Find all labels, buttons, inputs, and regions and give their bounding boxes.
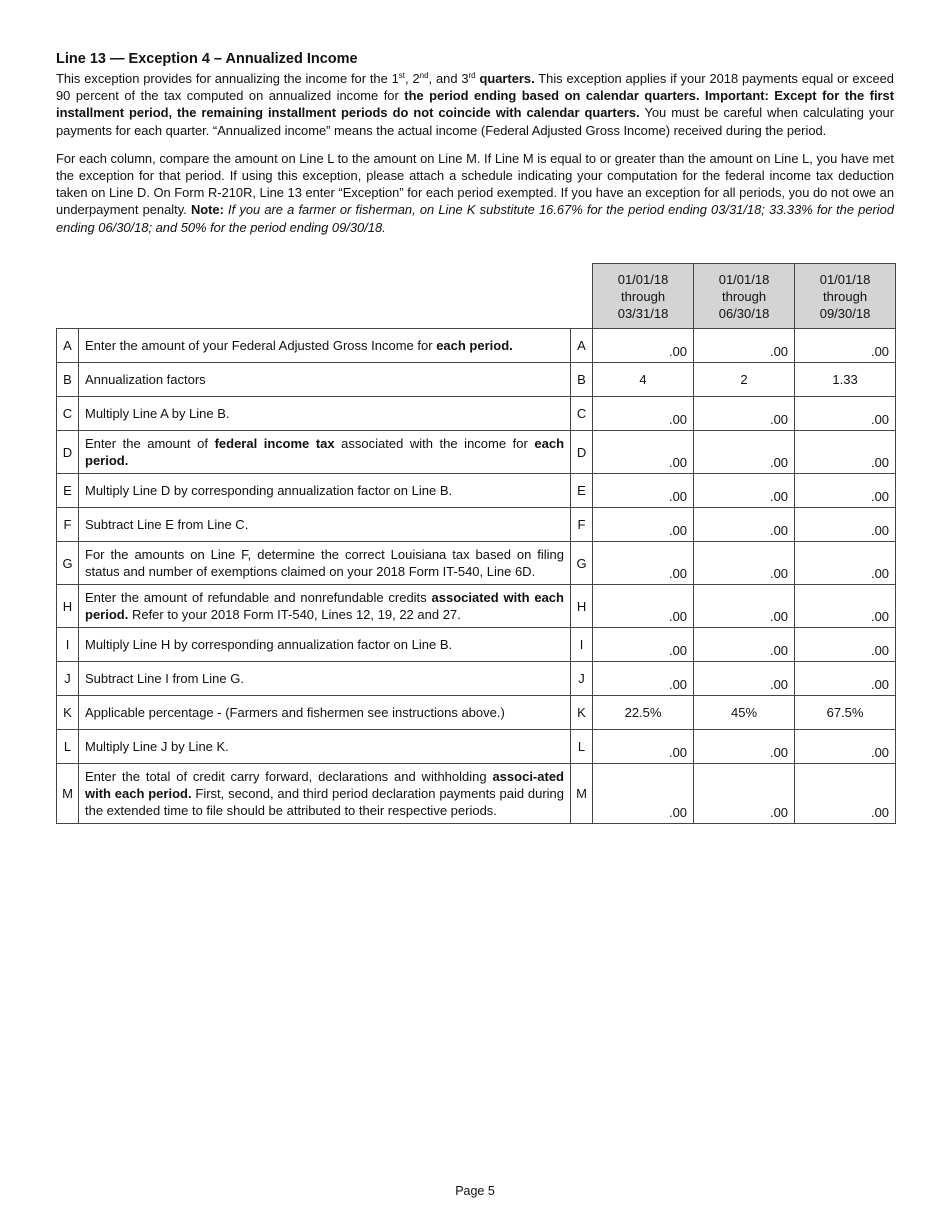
row-letter: D — [57, 431, 79, 474]
amount-cell-period-1: .00 — [593, 764, 694, 824]
row-description: Multiply Line D by corresponding annualization factor on Line B. — [79, 474, 571, 508]
period-header-2: 01/01/18 through 06/30/18 — [694, 264, 795, 329]
row-description: Subtract Line E from Line C. — [79, 508, 571, 542]
worksheet-row-m — [57, 764, 896, 824]
row-letter-right: H — [571, 585, 593, 628]
row-letter: F — [57, 508, 79, 542]
amount-cell-period-3: .00 — [795, 474, 896, 508]
amount-cell-period-1: .00 — [593, 431, 694, 474]
row-letter-right: G — [571, 542, 593, 585]
row-description: Subtract Line I from Line G. — [79, 662, 571, 696]
amount-cell-period-3: .00 — [795, 329, 896, 363]
row-letter: E — [57, 474, 79, 508]
row-letter: M — [57, 764, 79, 824]
row-description: For the amounts on Line F, determine the correct Louisiana tax based on filing status and number of exemptions claimed on your 2018 Form IT-540, Line 6D. — [79, 542, 571, 585]
worksheet-row-d — [57, 431, 896, 474]
instructions-section — [56, 50, 894, 236]
annualized-income-worksheet — [56, 263, 896, 824]
worksheet-row-j — [57, 662, 896, 696]
amount-cell-period-2: .00 — [694, 431, 795, 474]
amount-cell-period-3: 1.33 — [795, 363, 896, 397]
amount-cell-period-1: .00 — [593, 397, 694, 431]
amount-cell-period-3: .00 — [795, 662, 896, 696]
amount-cell-period-1: 22.5% — [593, 696, 694, 730]
amount-cell-period-2: .00 — [694, 662, 795, 696]
row-letter: A — [57, 329, 79, 363]
row-letter: B — [57, 363, 79, 397]
row-description: Multiply Line H by corresponding annualization factor on Line B. — [79, 628, 571, 662]
page-number: Page 5 — [455, 1184, 495, 1198]
paragraph-instructions: For each column, compare the amount on Line L to the amount on Line M. If Line M is equal to or greater than the amount on Line L, you have met the exception for that period. If using this exception, please attach a schedule indicating your computation for the federal income tax deduction taken on Line D. On Form R-210R, Line 13 enter “Exception” for each period exempted. If you have an exception for all periods, you do not owe an underpayment penalty. Note: If you are a farmer or fisherman, on Line K substitute 16.67% for the period ending 03/31/18; 33.33% for the period ending 06/30/18; and 50% for the period ending 09/30/18. — [56, 150, 894, 235]
amount-cell-period-3: .00 — [795, 585, 896, 628]
amount-cell-period-1: .00 — [593, 542, 694, 585]
amount-cell-period-1: .00 — [593, 662, 694, 696]
amount-cell-period-1: .00 — [593, 329, 694, 363]
period-header-1: 01/01/18 through 03/31/18 — [593, 264, 694, 329]
amount-cell-period-3: .00 — [795, 730, 896, 764]
row-letter-right: F — [571, 508, 593, 542]
amount-cell-period-3: .00 — [795, 397, 896, 431]
row-description: Enter the amount of refundable and nonrefundable credits associated with each period. Refer to your 2018 Form IT-540, Lines 12, 19, 22 and 27. — [79, 585, 571, 628]
row-description: Multiply Line J by Line K. — [79, 730, 571, 764]
amount-cell-period-2: .00 — [694, 764, 795, 824]
amount-cell-period-1: .00 — [593, 508, 694, 542]
worksheet-row-l — [57, 730, 896, 764]
row-description: Applicable percentage - (Farmers and fishermen see instructions above.) — [79, 696, 571, 730]
worksheet-row-e — [57, 474, 896, 508]
row-letter: K — [57, 696, 79, 730]
row-letter-right: A — [571, 329, 593, 363]
amount-cell-period-2: .00 — [694, 397, 795, 431]
amount-cell-period-1: .00 — [593, 730, 694, 764]
row-letter-right: B — [571, 363, 593, 397]
amount-cell-period-3: .00 — [795, 542, 896, 585]
row-letter-right: M — [571, 764, 593, 824]
amount-cell-period-2: 45% — [694, 696, 795, 730]
worksheet-row-f — [57, 508, 896, 542]
row-letter-right: J — [571, 662, 593, 696]
worksheet-row-h — [57, 585, 896, 628]
row-description: Enter the amount of federal income tax associated with the income for each period. — [79, 431, 571, 474]
row-letter-right: I — [571, 628, 593, 662]
amount-cell-period-3: .00 — [795, 431, 896, 474]
worksheet-row-g — [57, 542, 896, 585]
amount-cell-period-2: .00 — [694, 329, 795, 363]
row-letter-right: L — [571, 730, 593, 764]
row-letter-right: C — [571, 397, 593, 431]
row-letter: I — [57, 628, 79, 662]
row-description: Enter the total of credit carry forward, declarations and withholding associ-ated with each period. First, second, and third period declaration payments paid during the extended time to file should be attributed to their respective periods. — [79, 764, 571, 824]
amount-cell-period-2: .00 — [694, 542, 795, 585]
worksheet-row-k — [57, 696, 896, 730]
worksheet-row-c — [57, 397, 896, 431]
amount-cell-period-2: .00 — [694, 730, 795, 764]
amount-cell-period-1: .00 — [593, 474, 694, 508]
amount-cell-period-3: .00 — [795, 628, 896, 662]
row-letter: C — [57, 397, 79, 431]
row-letter: J — [57, 662, 79, 696]
worksheet-row-b — [57, 363, 896, 397]
amount-cell-period-2: .00 — [694, 508, 795, 542]
amount-cell-period-2: .00 — [694, 585, 795, 628]
period-header-3: 01/01/18 through 09/30/18 — [795, 264, 896, 329]
row-letter-right: K — [571, 696, 593, 730]
row-description: Multiply Line A by Line B. — [79, 397, 571, 431]
amount-cell-period-1: 4 — [593, 363, 694, 397]
amount-cell-period-2: .00 — [694, 474, 795, 508]
amount-cell-period-2: 2 — [694, 363, 795, 397]
amount-cell-period-2: .00 — [694, 628, 795, 662]
period-header-row — [57, 264, 896, 329]
row-letter: L — [57, 730, 79, 764]
worksheet-row-a — [57, 329, 896, 363]
paragraph-intro: This exception provides for annualizing the income for the 1st, 2nd, and 3rd quarters. This exception applies if your 2018 payments equal or exceed 90 percent of the tax computed on annualized income for the period ending based on calendar quarters. Important: Except for the first installment period, the remaining installment periods do not coincide with calendar quarters. You must be careful when calculating your payments for each quarter. “Annualized income” means the actual income (Federal Adjusted Gross Income) received during the period. — [56, 71, 895, 138]
row-description: Enter the amount of your Federal Adjusted Gross Income for each period. — [79, 329, 571, 363]
worksheet-row-i — [57, 628, 896, 662]
amount-cell-period-1: .00 — [593, 585, 694, 628]
row-letter-right: E — [571, 474, 593, 508]
section-heading: Line 13 — Exception 4 – Annualized Income — [56, 51, 358, 67]
amount-cell-period-3: .00 — [795, 508, 896, 542]
row-description: Annualization factors — [79, 363, 571, 397]
amount-cell-period-1: .00 — [593, 628, 694, 662]
amount-cell-period-3: .00 — [795, 764, 896, 824]
amount-cell-period-3: 67.5% — [795, 696, 896, 730]
row-letter: H — [57, 585, 79, 628]
row-letter: G — [57, 542, 79, 585]
row-letter-right: D — [571, 431, 593, 474]
